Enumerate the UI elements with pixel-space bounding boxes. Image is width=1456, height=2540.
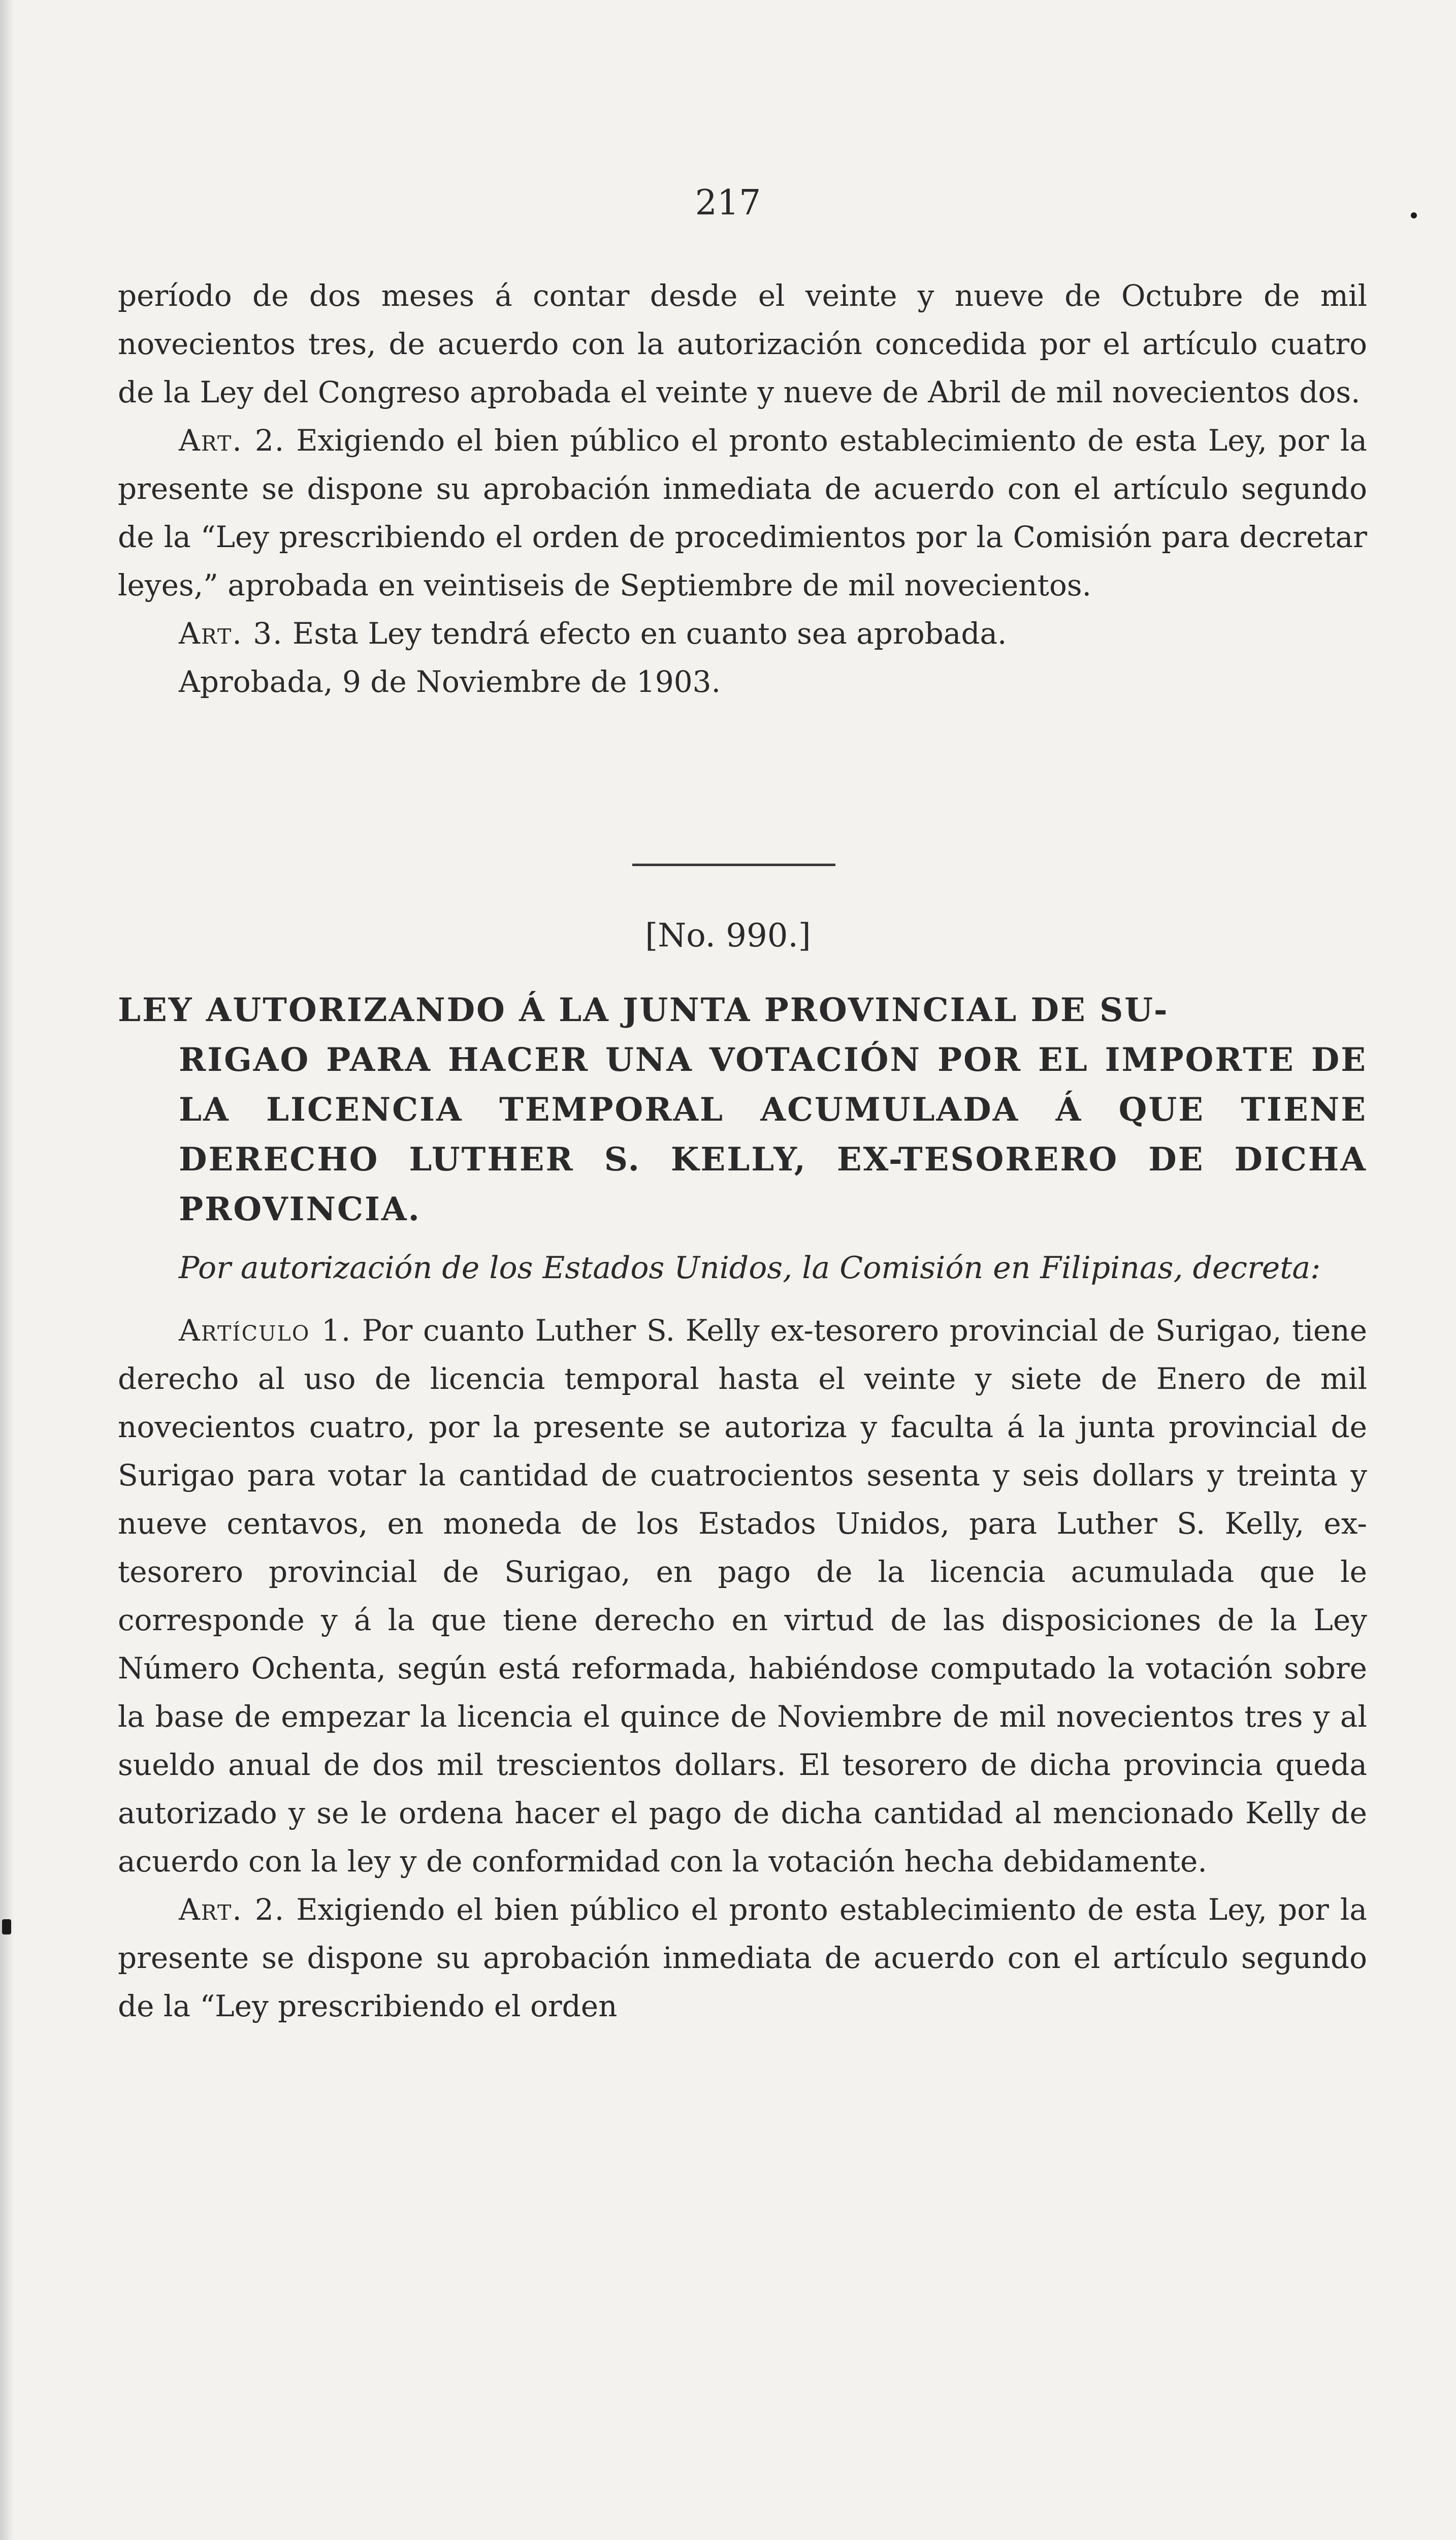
act-title <box>118 986 1367 1234</box>
act-number: [No. 990.] <box>645 917 811 955</box>
continuation-paragraph: período de dos meses á contar desde el veinte y nueve de Octubre de mil novecientos tres, de acuerdo con la autorización concedida por el artículo cuatro de la Ley del Congreso aprobada el veinte y nueve de Abril de mil novecientos dos. <box>118 278 1367 409</box>
act-title-rest: RIGAO PARA HACER UNA VOTACIÓN POR EL IMPORTE DE LA LICENCIA TEMPORAL ACUMULADA Á QUE TIENE DERECHO LUTHER S. KELLY, EX-TESORERO DE DICHA PROVINCIA. <box>179 1041 1367 1228</box>
ink-speck <box>1411 212 1417 218</box>
act-block <box>118 986 1367 2030</box>
ink-speck <box>2 1919 11 1934</box>
section-divider <box>632 864 835 866</box>
previous-article-2-label: Art. 2. <box>179 423 285 458</box>
previous-article-2 <box>118 417 1367 610</box>
page-edge-shadow <box>0 0 14 2540</box>
article-2 <box>118 1886 1367 2030</box>
previous-article-3 <box>118 610 1367 658</box>
article-2-text: Exigiendo el bien público el pronto establecimiento de esta Ley, por la presente se dispone su aprobación inmediata de acuerdo con el artículo segundo de la “Ley prescribiendo el orden <box>118 1892 1368 2023</box>
act-title-first-line: LEY AUTORIZANDO Á LA JUNTA PROVINCIAL DE SU- <box>118 991 1169 1029</box>
article-1-label: Artículo 1. <box>179 1313 352 1348</box>
article-2-label: Art. 2. <box>179 1892 285 1927</box>
article-1-text: Por cuanto Luther S. Kelly ex-tesorero provincial de Surigao, tiene derecho al uso de licencia temporal hasta el veinte y siete de Enero de mil novecientos cuatro, por la presente se autoriza y faculta á la junta provincial de Surigao para votar la cantidad de cuatrocientos sesenta y seis dollars y treinta y nueve centavos, en moneda de los Estados Unidos, para Luther S. Kelly, ex-tesorero provincial de Surigao, en pago de la licencia acumulada que le corresponde y á la que tiene derecho en virtud de las disposiciones de la Ley Número Ochenta, según está reformada, habiéndose computado la votación sobre la base de empezar la licencia el quince de Noviembre de mil novecientos tres y al sueldo anual de dos mil trescientos dollars. El tesorero de dicha provincia queda autorizado y se le ordena hacer el pago de dicha cantidad al mencionado Kelly de acuerdo con la ley y de conformidad con la votación hecha debidamente. <box>118 1313 1367 1879</box>
page-number: 217 <box>695 183 761 223</box>
enacting-clause: Por autorización de los Estados Unidos, la Comisión en Filipinas, decreta: <box>179 1250 1321 1286</box>
previous-article-2-text: Exigiendo el bien público el pronto establecimiento de esta Ley, por la presente se dispone su aprobación inmediata de acuerdo con el artículo segundo de la “Ley prescribiendo el orden de procedimientos por la Comisión para decretar leyes,” aprobada en veintiseis de Septiembre de mil novecientos. <box>118 423 1368 602</box>
previous-article-3-text: Esta Ley tendrá efecto en cuanto sea aprobada. <box>293 616 1007 651</box>
previous-article-3-label: Art. 3. <box>179 616 283 651</box>
approval-date: Aprobada, 9 de Noviembre de 1903. <box>179 664 721 699</box>
top-text-block <box>118 272 1367 706</box>
article-1 <box>118 1307 1367 1886</box>
